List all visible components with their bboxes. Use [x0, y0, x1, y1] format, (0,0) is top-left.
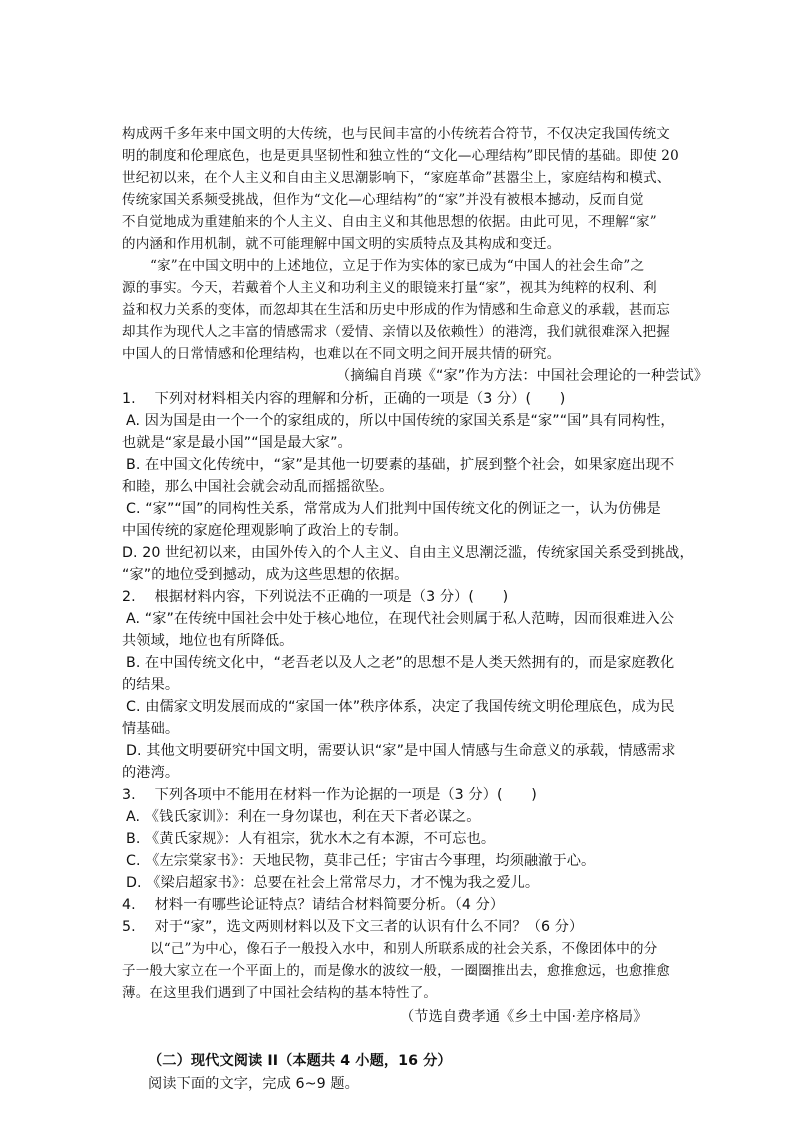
question-1-option-a-cont: 也就是“家是最小国”“国是最大家”。 — [122, 435, 352, 451]
question-3-option-c: C. 《左宗棠家书》：天地民物，莫非己任；宇宙古今事理，均须融澈于心。 — [126, 853, 596, 869]
question-5-stem: 5. 对于“家”，选文两则材料以及下文三者的认识有什么不同？（6 分） — [122, 919, 584, 935]
material-line: “家”在中国文明中的上述地位，立足于作为实体的家已成为“中国人的社会生命”之 — [150, 258, 645, 274]
question-1-option-d-cont: “家”的地位受到撼动，成为这些思想的依据。 — [122, 567, 409, 583]
material-line: 却其作为现代人之丰富的情感需求（爱情、亲情以及依赖性）的港湾，我们就很难深入把握 — [122, 324, 670, 340]
material-line: 源的事实。今天，若戴着个人主义和功利主义的眼镜来打量“家”，视其为纯粹的权利、利 — [122, 280, 657, 296]
material-line: 不自觉地成为重建舶来的个人主义、自由主义和其他思想的依据。由此可见，不理解“家” — [122, 214, 657, 230]
question-1-option-d: D. 20 世纪初以来，由国外传入的个人主义、自由主义思潮泛滥，传统家国关系受到挑战， — [122, 545, 694, 561]
question-2-stem: 2. 根据材料内容，下列说法不正确的一项是（3 分）( ) — [122, 589, 509, 605]
material-line: 构成两千多年来中国文明的大传统，也与民间丰富的小传统若合符节，不仅决定我国传统文 — [122, 126, 670, 142]
question-2-option-a-cont: 共领域，地位也有所降低。 — [122, 633, 294, 649]
section-heading: （二）现代文阅读 II（本题共 4 小题，16 分） — [148, 1053, 452, 1069]
excerpt-source: （节选自费孝通《乡土中国·差序格局》 — [400, 1009, 648, 1025]
question-2-option-c-cont: 情基础。 — [122, 721, 180, 737]
question-1-option-b: B. 在中国文化传统中，“家”是其他一切要素的基础，扩展到整个社会，如果家庭出现不 — [126, 457, 675, 473]
excerpt-line: 薄。在这里我们遇到了中国社会结构的基本特性了。 — [122, 985, 438, 1001]
question-3-option-a: A. 《钱氏家训》：利在一身勿谋也，利在天下者必谋之。 — [126, 809, 481, 825]
material-line: 明的制度和伦理底色，也是更具坚韧性和独立性的“文化—心理结构”即民情的基础。即使 20 — [122, 148, 679, 164]
material-line: 传统家国关系频受挑战，但作为“文化—心理结构”的“家”并没有被根本撼动，反而自觉 — [122, 192, 644, 208]
excerpt-line: 子一般大家立在一个平面上的，而是像水的波纹一般，一圈圈推出去，愈推愈远，也愈推愈 — [122, 963, 670, 979]
question-4-stem: 4. 材料一有哪些论证特点？请结合材料简要分析。（4 分） — [122, 897, 505, 913]
question-1-option-c: C. “家”“国”的同构性关系，常常成为人们批判中国传统文化的例证之一，认为仿佛是 — [126, 501, 661, 517]
question-2-option-d-cont: 的港湾。 — [122, 765, 180, 781]
question-3-stem: 3. 下列各项中不能用在材料一作为论据的一项是（3 分）( ) — [122, 787, 537, 803]
material-line: 中国人的日常情感和伦理结构，也难以在不同文明之间开展共情的研究。 — [122, 346, 561, 362]
question-1-option-a: A. 因为国是由一个一个的家组成的，所以中国传统的家国关系是“家”“国”具有同构性， — [126, 413, 675, 429]
question-1-option-b-cont: 和睦，那么中国社会就会动乱而摇摇欲坠。 — [122, 479, 394, 495]
question-2-option-b-cont: 的结果。 — [122, 677, 180, 693]
material-source: （摘编自肖瑛《“家”作为方法：中国社会理论的一种尝试》 — [336, 368, 709, 384]
section-instruction: 阅读下面的文字，完成 6~9 题。 — [148, 1076, 359, 1092]
question-1-stem: 1. 下列对材料相关内容的理解和分析，正确的一项是（3 分）( ) — [122, 391, 566, 407]
material-line: 益和权力关系的变体，而忽却其在生活和历史中形成的作为情感和生命意义的承载，甚而忘 — [122, 302, 670, 318]
question-2-option-b: B. 在中国传统文化中，“老吾老以及人之老”的思想不是人类天然拥有的，而是家庭教化 — [126, 655, 675, 671]
excerpt-line: 以“己”为中心，像石子一般投入水中，和别人所联系成的社会关系，不像团体中的分 — [150, 941, 658, 957]
question-2-option-c: C. 由儒家文明发展而成的“家国一体”秩序体系，决定了我国传统文明伦理底色，成为民 — [126, 699, 675, 715]
question-2-option-d: D. 其他文明要研究中国文明，需要认识“家”是中国人情感与生命意义的承载，情感需求 — [126, 743, 676, 759]
question-3-option-b: B. 《黄氏家规》：人有祖宗，犹水木之有本源，不可忘也。 — [126, 831, 496, 847]
material-line: 世纪初以来，在个人主义和自由主义思潮影响下，“家庭革命”甚嚣尘上，家庭结构和模式、 — [122, 170, 671, 186]
question-3-option-d: D. 《梁启超家书》：总要在社会上常常尽力，才不愧为我之爱儿。 — [126, 875, 540, 891]
question-2-option-a: A. “家”在传统中国社会中处于核心地位，在现代社会则属于私人范畴，因而很难进入公 — [126, 611, 675, 627]
question-1-option-c-cont: 中国传统的家庭伦理观影响了政治上的专制。 — [122, 523, 408, 539]
material-line: 的内涵和作用机制，就不可能理解中国文明的实质特点及其构成和变迁。 — [122, 236, 561, 252]
